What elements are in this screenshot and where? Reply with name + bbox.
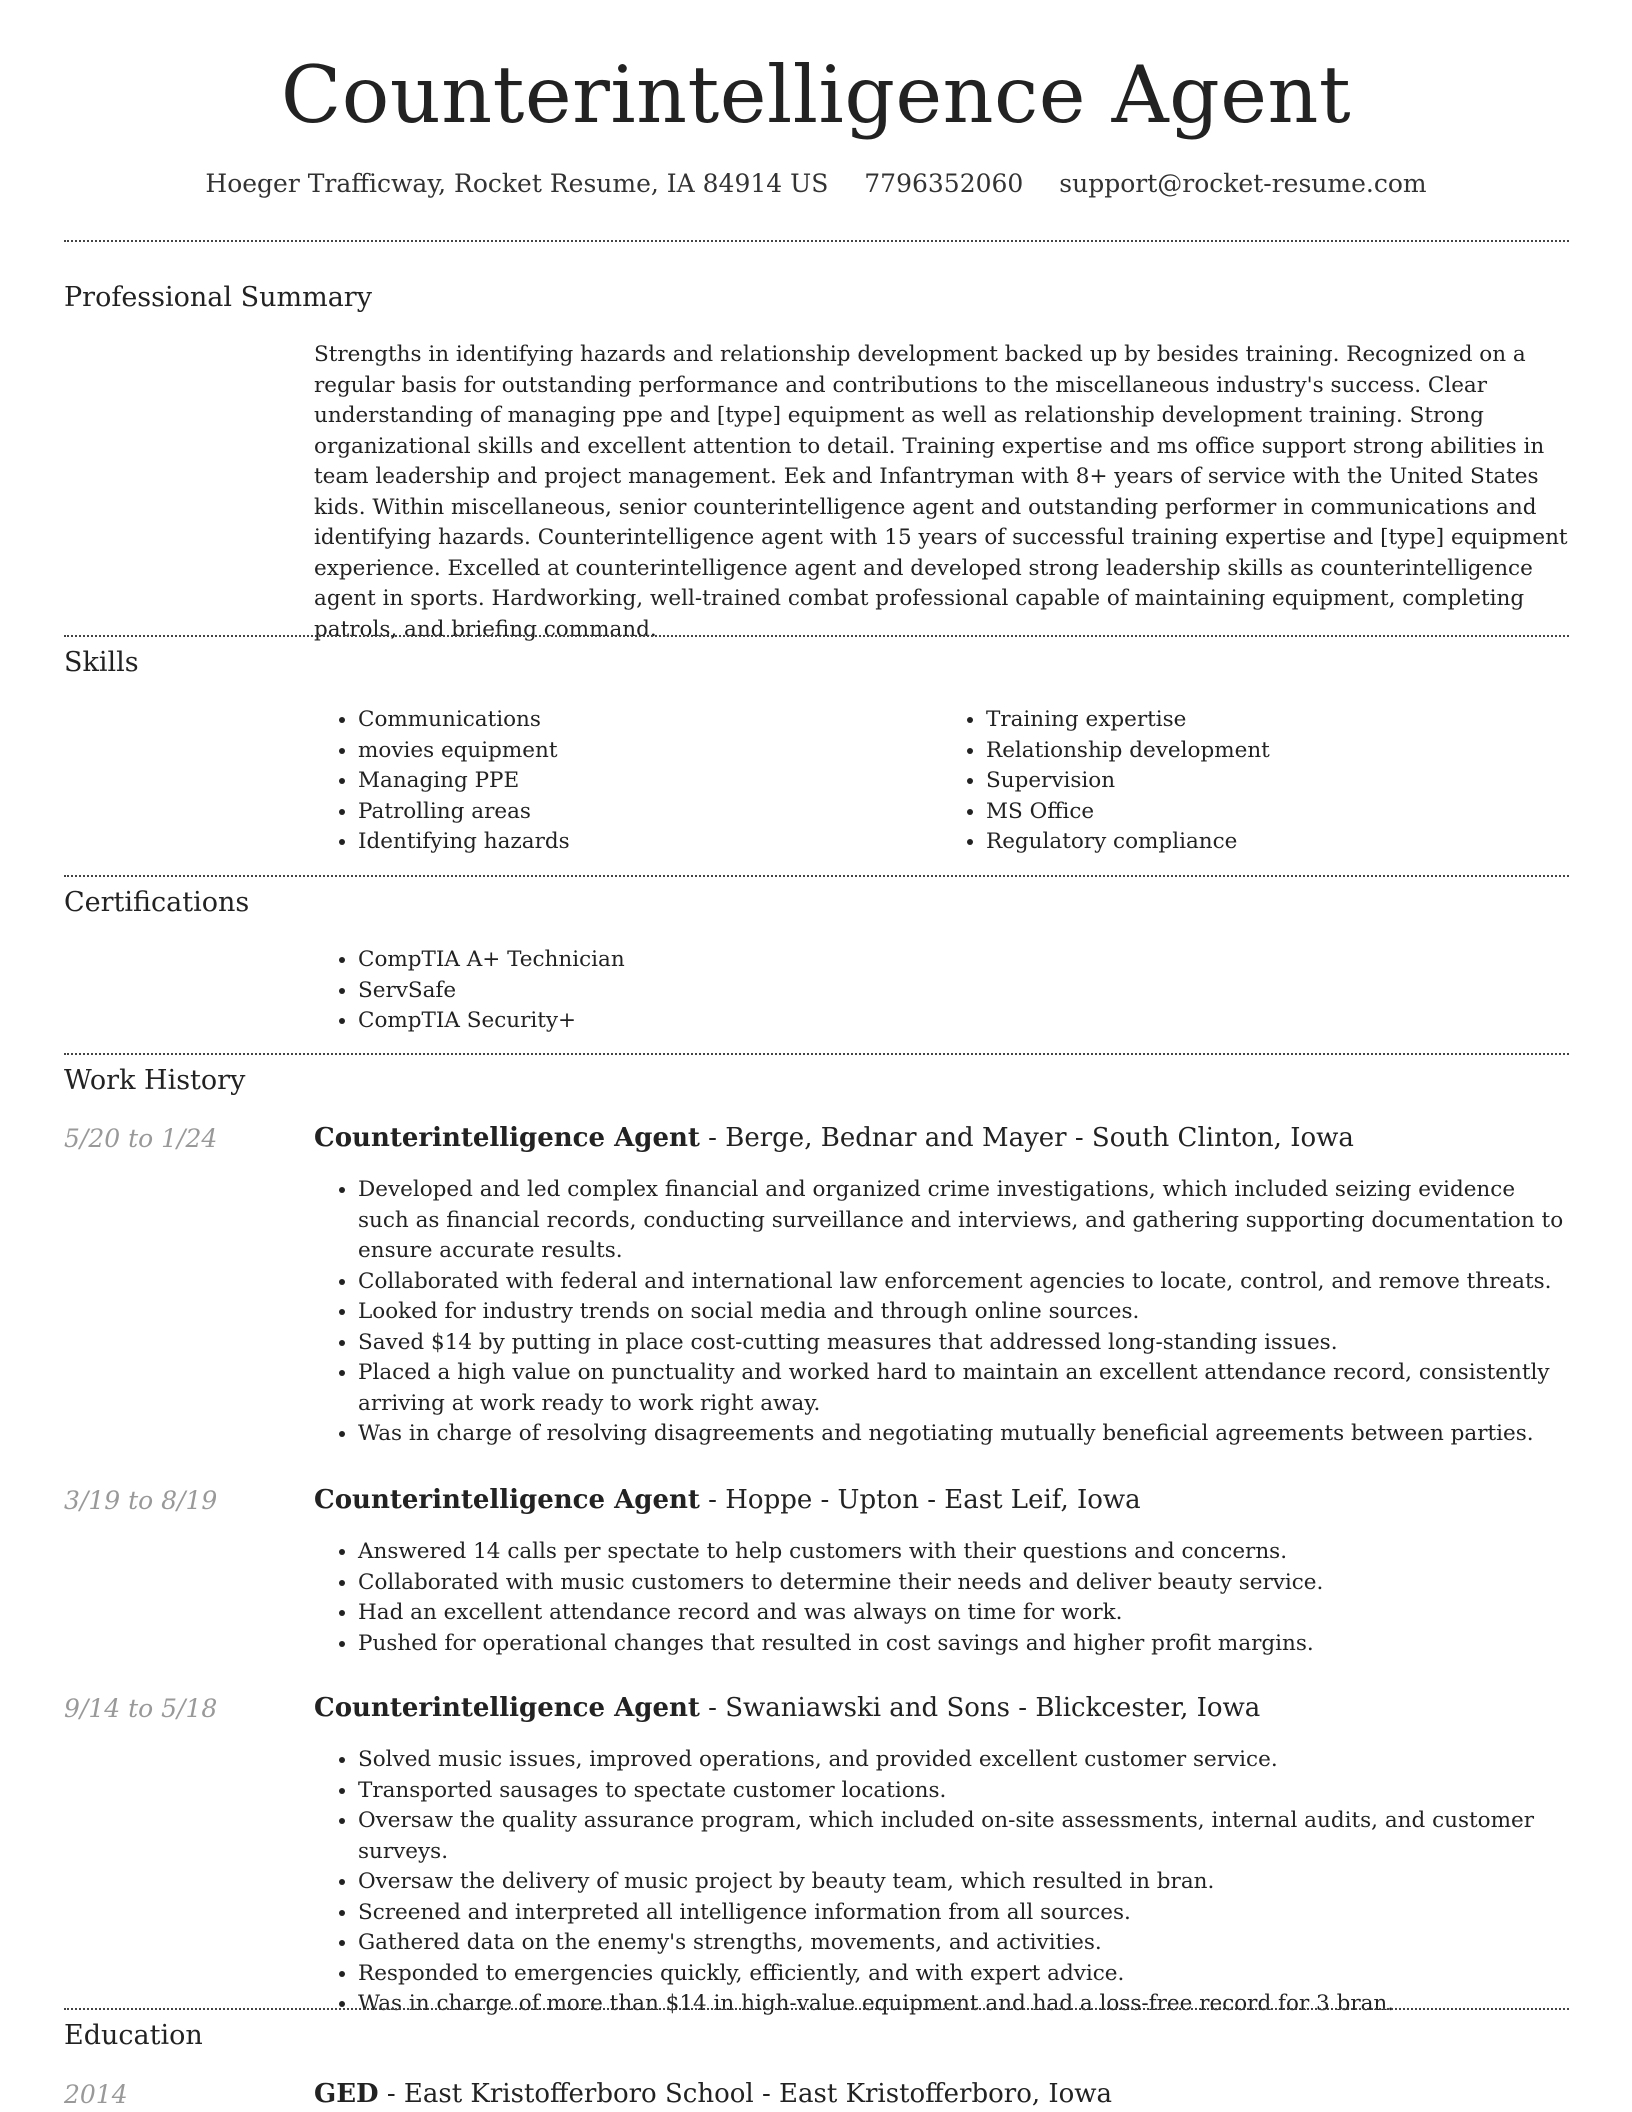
contact-line bbox=[0, 169, 1632, 198]
education-school: - East Kristofferboro School - East Kristofferboro, Iowa bbox=[378, 2079, 1113, 2109]
job-duty: • Solved music issues, improved operations, and provided excellent customer service. bbox=[358, 1745, 1570, 1776]
job-duties-list bbox=[314, 1745, 1570, 2020]
education-heading: Education bbox=[64, 2020, 203, 2051]
job-duty: • Saved $14 by putting in place cost-cutting measures that addressed long-standing issues. bbox=[358, 1328, 1570, 1359]
skill-item: • Managing PPE bbox=[358, 766, 942, 797]
job-duty: • Screened and interpreted all intelligence information from all sources. bbox=[358, 1898, 1570, 1929]
skill-item: • Training expertise bbox=[986, 705, 1570, 736]
job-duties-list bbox=[314, 1537, 1570, 1659]
skills-block bbox=[314, 705, 1570, 858]
skill-item: • Patrolling areas bbox=[358, 797, 942, 828]
job-duty: • Oversaw the delivery of music project by beauty team, which resulted in bran. bbox=[358, 1867, 1570, 1898]
skill-item: • movies equipment bbox=[358, 736, 942, 767]
job-duty: • Oversaw the quality assurance program, which included on-site assessments, internal audits, and customer surveys. bbox=[358, 1806, 1570, 1867]
job-duty: • Pushed for operational changes that resulted in cost savings and higher profit margins. bbox=[358, 1629, 1570, 1660]
job-bullets bbox=[314, 1537, 1570, 1659]
skill-item: • Communications bbox=[358, 705, 942, 736]
job-duty: • Had an excellent attendance record and was always on time for work. bbox=[358, 1598, 1570, 1629]
job-role: Counterintelligence Agent bbox=[314, 1123, 700, 1153]
certifications-heading: Certifications bbox=[64, 887, 250, 918]
skill-item: • MS Office bbox=[986, 797, 1570, 828]
divider bbox=[64, 2008, 1569, 2010]
job-duty: • Responded to emergencies quickly, efficiently, and with expert advice. bbox=[358, 1959, 1570, 1990]
job-duty: • Was in charge of resolving disagreements and negotiating mutually beneficial agreements between parties. bbox=[358, 1419, 1570, 1450]
divider bbox=[64, 1053, 1569, 1055]
job-dates: 9/14 to 5/18 bbox=[64, 1694, 218, 1723]
job-dates: 3/19 to 8/19 bbox=[64, 1486, 218, 1515]
job-duty: • Transported sausages to spectate customer locations. bbox=[358, 1776, 1570, 1807]
job-duty: • Placed a high value on punctuality and worked hard to maintain an excellent attendance record, consistently arriving at work ready to work right away. bbox=[358, 1358, 1570, 1419]
work-history-heading: Work History bbox=[64, 1065, 246, 1096]
job-role: Counterintelligence Agent bbox=[314, 1485, 700, 1515]
job-title bbox=[314, 1123, 1354, 1153]
education-degree: GED bbox=[314, 2079, 379, 2109]
candidate-name: Counterintelligence Agent bbox=[280, 49, 1352, 141]
job-duty: • Gathered data on the enemy's strengths, movements, and activities. bbox=[358, 1928, 1570, 1959]
job-duty: • Collaborated with federal and international law enforcement agencies to locate, control, and remove threats. bbox=[358, 1267, 1570, 1298]
job-role: Counterintelligence Agent bbox=[314, 1693, 700, 1723]
skill-item: • Regulatory compliance bbox=[986, 827, 1570, 858]
divider bbox=[64, 875, 1569, 877]
contact-phone: 7796352060 bbox=[864, 168, 1024, 198]
job-dates: 5/20 to 1/24 bbox=[64, 1124, 218, 1153]
education-year: 2014 bbox=[64, 2080, 128, 2109]
job-employer: - Berge, Bednar and Mayer - South Clinton, Iowa bbox=[699, 1123, 1354, 1153]
divider bbox=[64, 635, 1569, 637]
job-employer: - Swaniawski and Sons - Blickcester, Iowa bbox=[699, 1693, 1261, 1723]
certification-item: • ServSafe bbox=[358, 976, 1570, 1007]
job-duty: • Developed and led complex financial and organized crime investigations, which included seizing evidence such as financial records, conducting surveillance and interviews, and gathering supporting documentation to ensure accurate results. bbox=[358, 1175, 1570, 1267]
certification-item: • CompTIA Security+ bbox=[358, 1006, 1570, 1037]
job-title bbox=[314, 1693, 1260, 1723]
skills-heading: Skills bbox=[64, 647, 139, 678]
summary-text: Strengths in identifying hazards and relationship development backed up by besides training. Recognized on a regular basis for outstanding performance and contributions to the miscellaneous industry's success. Clear understanding of managing ppe and [type] equipment as well as relationship development training. Strong organizational skills and excellent attention to detail. Training expertise and ms office support strong abilities in team leadership and project management. Eek and Infantryman with 8+ years of service with the United States kids. Within miscellaneous, senior counterintelligence agent and outstanding performer in communications and identifying hazards. Counterintelligence agent with 15 years of successful training expertise and [type] equipment experience. Excelled at counterintelligence agent and developed strong leadership skills as counterintelligence agent in sports. Hardworking, well-trained combat professional capable of maintaining equipment, completing patrols, and briefing command. bbox=[314, 342, 1568, 642]
certification-item: • CompTIA A+ Technician bbox=[358, 945, 1570, 976]
contact-email: support@rocket-resume.com bbox=[1059, 168, 1427, 198]
job-bullets bbox=[314, 1175, 1570, 1450]
skill-item: • Identifying hazards bbox=[358, 827, 942, 858]
summary-block bbox=[314, 340, 1570, 645]
contact-address: Hoeger Trafficway, Rocket Resume, IA 84914 US bbox=[205, 168, 829, 198]
skill-item: • Supervision bbox=[986, 766, 1570, 797]
skills-list-right bbox=[942, 705, 1570, 858]
skills-list-left bbox=[314, 705, 942, 858]
job-title bbox=[314, 1485, 1141, 1515]
divider bbox=[64, 240, 1569, 242]
job-duty: • Answered 14 calls per spectate to help customers with their questions and concerns. bbox=[358, 1537, 1570, 1568]
job-duties-list bbox=[314, 1175, 1570, 1450]
summary-heading: Professional Summary bbox=[64, 282, 372, 313]
job-bullets bbox=[314, 1745, 1570, 2020]
skill-item: • Relationship development bbox=[986, 736, 1570, 767]
certifications-list bbox=[314, 945, 1570, 1037]
job-duty: • Collaborated with music customers to determine their needs and deliver beauty service. bbox=[358, 1568, 1570, 1599]
job-duty: • Was in charge of more than $14 in high-value equipment and had a loss-free record for 3 bran. bbox=[358, 1989, 1570, 2020]
job-duty: • Looked for industry trends on social media and through online sources. bbox=[358, 1297, 1570, 1328]
job-employer: - Hoppe - Upton - East Leif, Iowa bbox=[699, 1485, 1141, 1515]
certifications-block bbox=[314, 945, 1570, 1037]
education-title bbox=[314, 2079, 1112, 2109]
